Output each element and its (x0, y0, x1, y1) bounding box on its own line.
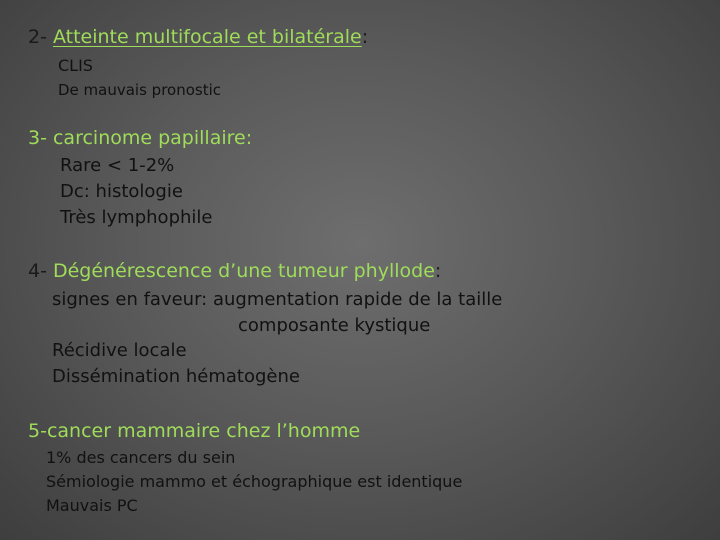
section-3-item-dc: Dc: histologie (60, 181, 183, 202)
section-2-heading (28, 26, 368, 48)
section-4-signes: signes en faveur: augmentation rapide de la taille (52, 289, 503, 310)
section-3-item-lymphophile: Très lymphophile (60, 207, 213, 228)
section-4-item-dissemination: Dissémination hématogène (52, 366, 300, 387)
section-4-prefix: 4- (28, 260, 53, 282)
section-2-item-pronostic: De mauvais pronostic (58, 81, 222, 99)
section-3-heading: 3- carcinome papillaire: (28, 127, 253, 149)
section-5-item-percent: 1% des cancers du sein (46, 448, 236, 467)
section-3-item-rare: Rare < 1-2% (60, 155, 175, 176)
section-4-heading (28, 260, 441, 282)
section-5-item-pc: Mauvais PC (46, 496, 138, 515)
section-4-item-recidive: Récidive locale (52, 340, 187, 361)
section-4-title: Dégénérescence d’une tumeur phyllode (52, 260, 435, 282)
section-2-item-clis: CLIS (58, 56, 93, 75)
section-2-colon: : (361, 26, 369, 48)
section-4-colon: : (434, 260, 442, 282)
section-2-prefix: 2- (28, 26, 53, 48)
section-2-title: Atteinte multifocale et bilatérale (52, 26, 362, 48)
section-5-heading: 5-cancer mammaire chez l’homme (28, 420, 361, 442)
section-5-item-semiologie: Sémiologie mammo et échographique est identique (46, 472, 463, 491)
section-4-composante: composante kystique (238, 315, 431, 336)
